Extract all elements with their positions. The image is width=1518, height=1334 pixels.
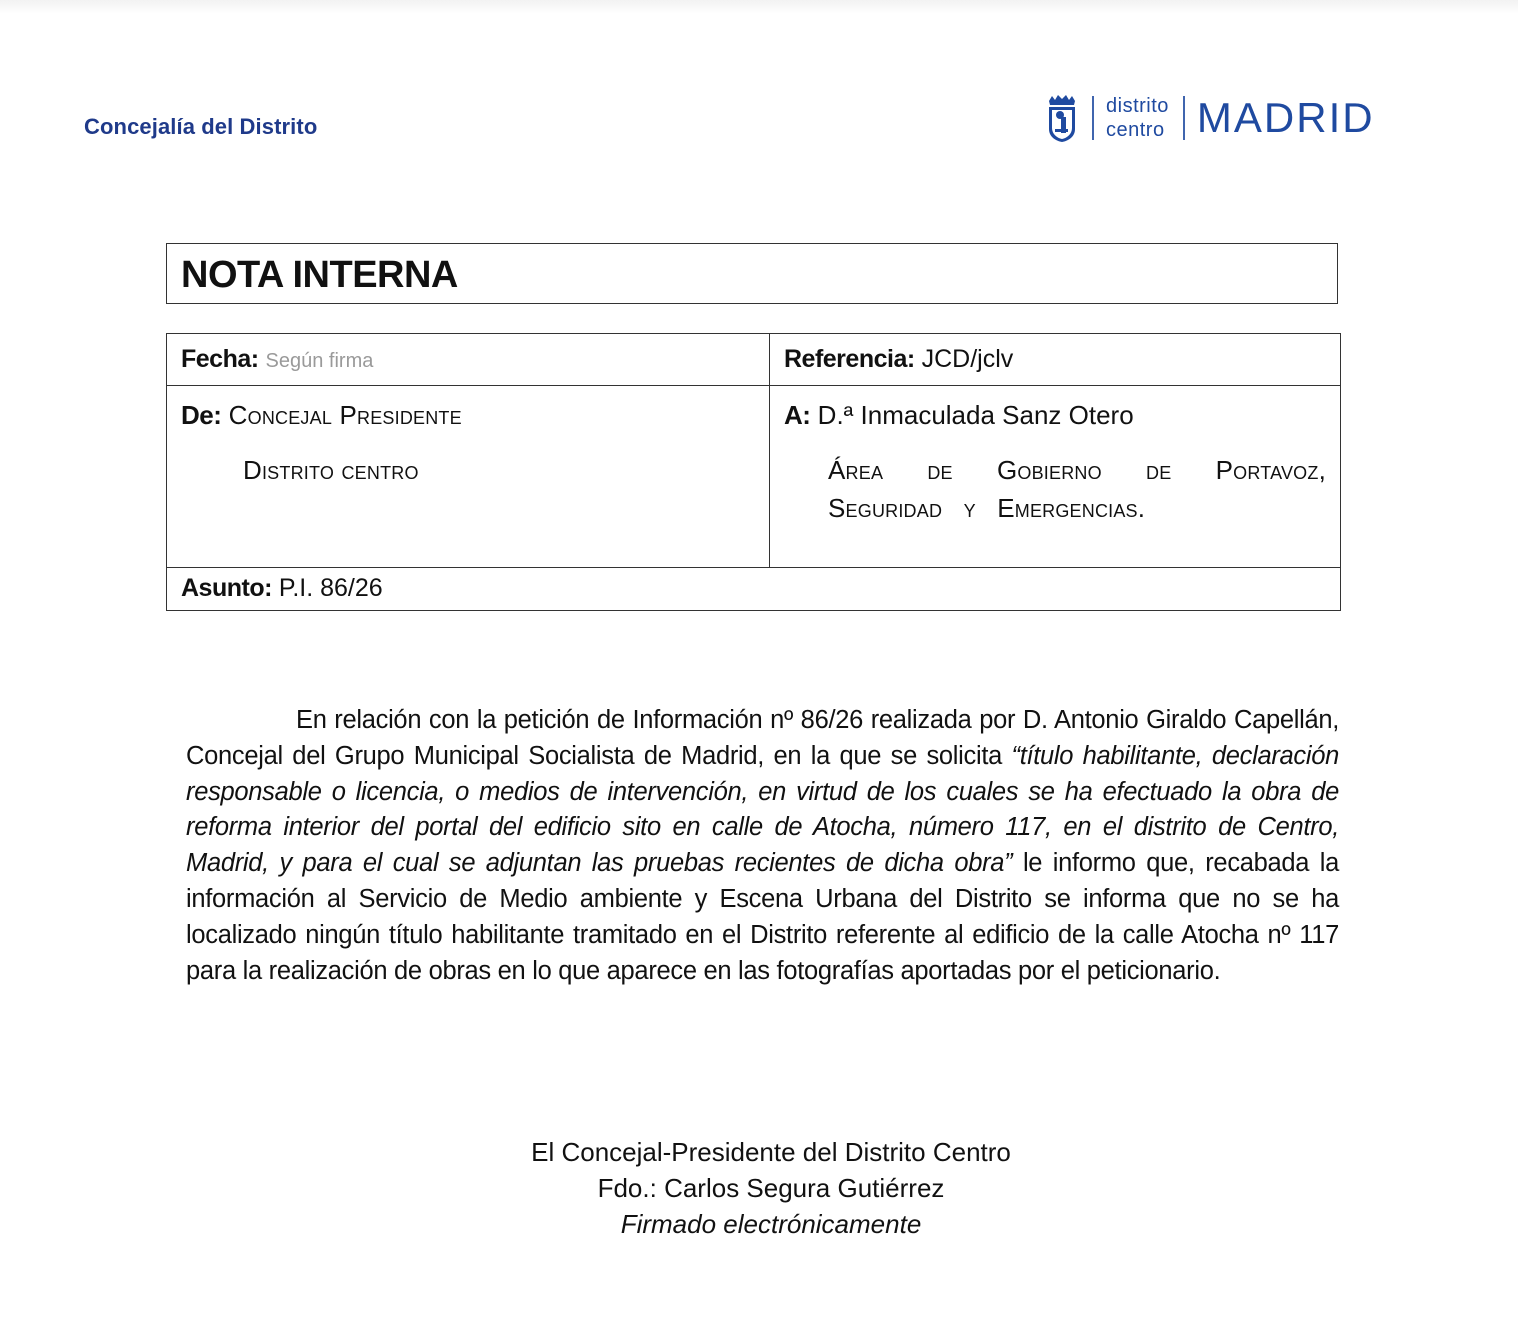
from-line2: Distrito centro bbox=[243, 455, 419, 485]
date-value: Según firma bbox=[265, 350, 374, 372]
to-line1: D.ª Inmaculada Sanz Otero bbox=[817, 400, 1134, 430]
body-part1: En relación con la petición de Información nº 86/26 realizada por D. Antonio Giraldo Capellán, Concejal del Grupo Municipal Socialista de Madrid, en la que se solicita bbox=[186, 706, 1339, 770]
memo-body bbox=[186, 703, 1339, 989]
from-line1: Concejal Presidente bbox=[228, 400, 462, 430]
district-name bbox=[1106, 94, 1169, 142]
reference-cell bbox=[770, 334, 1341, 386]
department-name: Concejalía del Distrito bbox=[84, 114, 318, 139]
logo-divider bbox=[1183, 96, 1185, 140]
city-name: MADRID bbox=[1196, 94, 1375, 141]
madrid-logo bbox=[1046, 92, 1375, 144]
to-line2: Área de Gobierno de Portavoz, Seguridad y Emergencias. bbox=[828, 455, 1326, 523]
date-label: Fecha: bbox=[181, 345, 259, 373]
district-line2: centro bbox=[1106, 119, 1165, 141]
signature-note: Firmado electrónicamente bbox=[620, 1209, 922, 1239]
memo-header-table bbox=[166, 333, 1341, 611]
signature-block bbox=[386, 1134, 1156, 1242]
from-label: De: bbox=[181, 400, 222, 430]
to-cell bbox=[770, 386, 1341, 568]
document-title-box bbox=[166, 243, 1338, 304]
madrid-coat-of-arms-icon bbox=[1046, 93, 1078, 143]
signer-name: Fdo.: Carlos Segura Gutiérrez bbox=[597, 1173, 945, 1203]
page-top-edge bbox=[0, 0, 1518, 14]
document-title: NOTA INTERNA bbox=[181, 254, 458, 296]
district-line1: distrito bbox=[1106, 95, 1169, 117]
signer-position: El Concejal-Presidente del Distrito Centro bbox=[531, 1137, 1011, 1167]
reference-value: JCD/jclv bbox=[921, 345, 1014, 373]
subject-cell bbox=[167, 568, 1341, 611]
subject-label: Asunto: bbox=[181, 574, 272, 602]
logo-divider bbox=[1092, 96, 1094, 140]
to-label: A: bbox=[784, 400, 811, 430]
body-quote: “título habilitante, declaración responsable o licencia, o medios de intervención, en virtud de los cuales se ha efectuado la obra de reforma interior del portal del edificio sito en calle de Atocha, número 117, en el distrito de Centro, Madrid, y para el cual se adjuntan las pruebas recientes de dicha obra” bbox=[186, 741, 1339, 878]
body-part2: le informo que, recabada la información al Servicio de Medio ambiente y Escena Urbana del Distrito se informa que no se ha localizado ningún título habilitante tramitado en el Distrito referente al edificio de la calle Atocha nº 117 para la realización de obras en lo que aparece en las fotografías aportadas por el peticionario. bbox=[186, 849, 1339, 985]
from-cell bbox=[167, 386, 770, 568]
subject-value: P.I. 86/26 bbox=[278, 574, 383, 602]
reference-label: Referencia: bbox=[784, 345, 915, 373]
date-cell bbox=[167, 334, 770, 386]
